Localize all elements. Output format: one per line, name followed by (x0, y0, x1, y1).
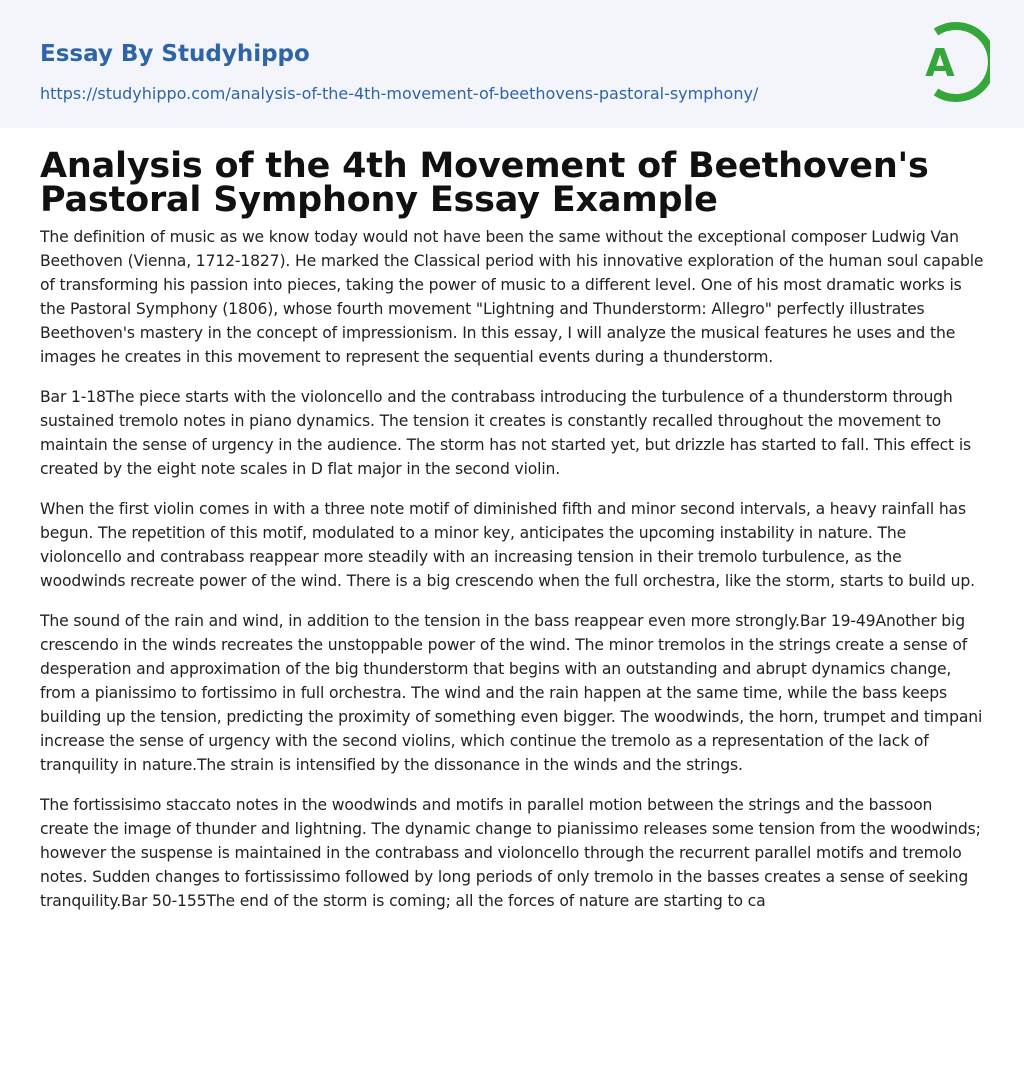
article-paragraph: The fortissisimo staccato notes in the woodwinds and motifs in parallel motion between the strings and the bassoon create the image of thunder and lightning. The dynamic change to pianissimo releases some tension from the woodwinds; however the suspense is maintained in the contrabass and violoncello through the recurrent parallel motifs and tremolo notes. Sudden changes to fortississimo followed by long periods of only tremolo in the basses creates a sense of seeking tranquility.Bar 50-155The end of the storm is coming; all the forces of nature are starting to ca (40, 796, 981, 910)
article-paragraph: The definition of music as we know today would not have been the same without the exceptional composer Ludwig Van Beethoven (Vienna, 1712-1827). He marked the Classical period with his innovative exploration of the human soul capable of transforming his passion into pieces, taking the power of music to a different level. One of his most dramatic works is the Pastoral Symphony (1806), whose fourth movement "Lightning and Thunderstorm: Allegro" perfectly illustrates Beethoven's mastery in the concept of impressionism. In this essay, I will analyze the musical features he uses and the images he creates in this movement to represent the sequential events during a thunderstorm. (40, 228, 984, 366)
logo-letter: A (925, 41, 955, 85)
site-brand[interactable]: Essay By Studyhippo (40, 41, 310, 67)
article-paragraph: Bar 1-18The piece starts with the violoncello and the contrabass introducing the turbulence of a thunderstorm through sustained tremolo notes in piano dynamics. The tension it creates is constantly recalled throughout the movement to maintain the sense of urgency in the audience. The storm has not started yet, but drizzle has started to fall. This effect is created by the eight note scales in D flat major in the second violin. (40, 388, 971, 478)
source-url-link[interactable]: https://studyhippo.com/analysis-of-the-4th-movement-of-beethovens-pastoral-symphony/ (40, 84, 759, 103)
article-title: Analysis of the 4th Movement of Beethoven's Pastoral Symphony Essay Example (40, 146, 929, 220)
article-paragraph: The sound of the rain and wind, in addition to the tension in the bass reappear even more strongly.Bar 19-49Another big crescendo in the winds recreates the unstoppable power of the wind. The minor tremolos in the strings create a sense of desperation and approximation of the big thunderstorm that begins with an outstanding and abrupt dynamics change, from a pianissimo to fortissimo in full orchestra. The wind and the rain happen at the same time, while the bass keeps building up the tension, predicting the proximity of something even bigger. The woodwinds, the horn, trumpet and timpani increase the sense of urgency with the second violins, which continue the tremolo as a representation of the lack of tranquility in nature.The strain is intensified by the dissonance in the winds and the strings. (40, 612, 983, 774)
article-paragraph: When the first violin comes in with a three note motif of diminished fifth and minor second intervals, a heavy rainfall has begun. The repetition of this motif, modulated to a minor key, anticipates the upcoming instability in nature. The violoncello and contrabass reappear more steadily with an increasing tension in their tremolo turbulence, as the woodwinds recreate power of the wind. There is a big crescendo when the full orchestra, like the storm, starts to build up. (40, 500, 975, 590)
article-body (40, 225, 984, 913)
